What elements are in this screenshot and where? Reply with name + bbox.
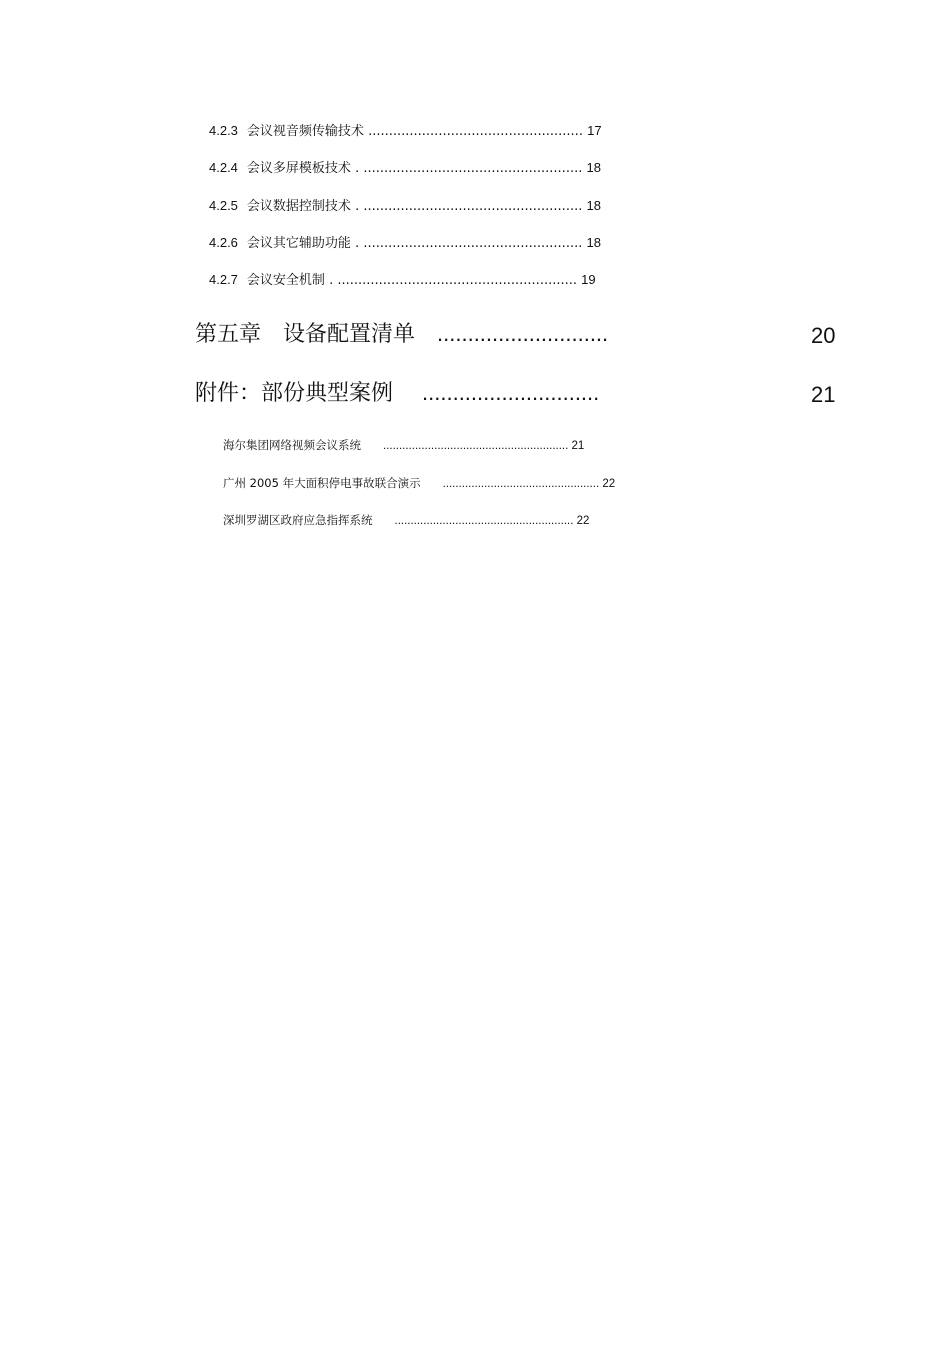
page-number: 18 <box>586 235 601 250</box>
section-number: 4.2.4 <box>209 160 238 175</box>
leader-dots: ................................................. <box>442 478 603 490</box>
page-number: 17 <box>587 123 602 138</box>
leader-dots: .................................................... <box>363 124 588 139</box>
leader-dots: ............................. <box>422 380 600 405</box>
case-title: 深圳罗湖区政府应急指挥系统 <box>223 513 373 527</box>
toc-entry-case-shenzhen[interactable] <box>223 515 589 528</box>
section-title: 会议视音频传输技术 <box>246 124 364 139</box>
toc-entry-4-2-3[interactable] <box>209 124 602 138</box>
case-title: 广州 2005 年大面积停电事故联合演示 <box>223 476 421 490</box>
section-number: 4.2.3 <box>209 123 238 138</box>
toc-entry-case-guangzhou[interactable] <box>223 478 615 491</box>
toc-entry-chapter-5[interactable] <box>195 323 608 346</box>
page-number: 18 <box>586 160 601 175</box>
page-number: 19 <box>581 272 596 287</box>
toc-entry-4-2-6[interactable] <box>209 236 601 250</box>
case-title: 海尔集团网络视频会议系统 <box>223 438 361 452</box>
toc-entry-case-haier[interactable] <box>223 440 584 453</box>
page-number: 21 <box>571 440 585 452</box>
section-title: 会议其它辅助功能 <box>246 236 351 251</box>
toc-entry-4-2-5[interactable] <box>209 199 601 213</box>
leader-dots: ............................ <box>437 321 609 346</box>
section-title: 会议数据控制技术 <box>246 199 351 214</box>
page-number: 22 <box>576 515 590 527</box>
leader-dots: . ..................................................... <box>350 236 587 251</box>
section-number: 4.2.7 <box>209 272 238 287</box>
page-number: 18 <box>586 198 601 213</box>
section-title: 会议多屏模板技术 <box>246 161 351 176</box>
toc-entry-4-2-4[interactable] <box>209 161 601 175</box>
section-number: 4.2.5 <box>209 198 238 213</box>
leader-dots: . ..................................................... <box>350 199 587 214</box>
toc-entry-appendix[interactable] <box>195 382 599 405</box>
chapter-title: 附件：部份典型案例 <box>195 381 394 406</box>
chapter-title: 第五章 设备配置清单 <box>195 322 416 347</box>
leader-dots: .......................................................... <box>383 440 572 452</box>
leader-dots: ........................................................ <box>394 515 577 527</box>
toc-entry-4-2-7[interactable] <box>209 273 596 287</box>
page-number: 22 <box>602 478 616 490</box>
leader-dots: . ..................................................... <box>350 161 587 176</box>
chapter-page-number: 20 <box>811 323 836 348</box>
section-number: 4.2.6 <box>209 235 238 250</box>
chapter-page-number: 21 <box>811 382 836 407</box>
section-title: 会议安全机制 <box>246 273 325 288</box>
leader-dots: . .......................................................... <box>324 273 582 288</box>
